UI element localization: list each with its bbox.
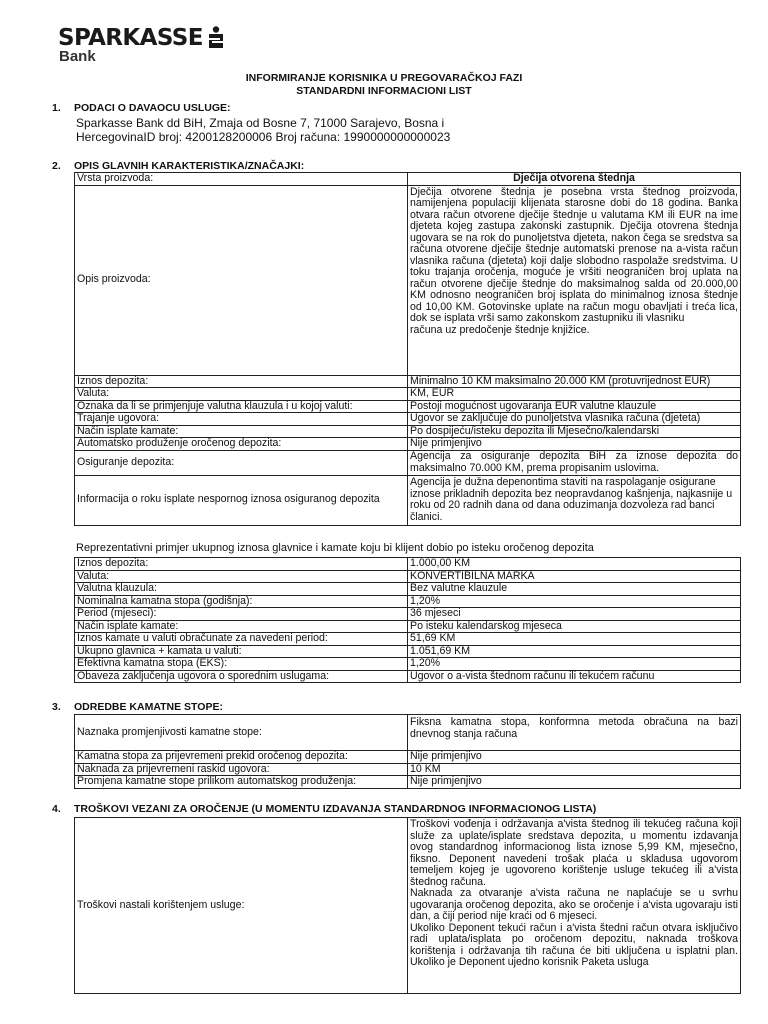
- product-characteristics-table: [74, 172, 741, 526]
- table-row: [75, 818, 741, 994]
- table-row: [75, 776, 741, 789]
- table-row: [75, 570, 741, 583]
- table-row: [75, 425, 741, 438]
- sparkasse-logo: [58, 26, 226, 65]
- table-cell: Način isplate kamate:: [75, 620, 408, 633]
- section-4-heading: 4. TROŠKOVI VEZANI ZA OROČENJE (U MOMENTU IZDAVANJA STANDARDNOG INFORMACIONOG LISTA): [52, 803, 597, 815]
- table-cell: Nije primjenjivo: [408, 438, 741, 451]
- table-cell: Efektivna kamatna stopa (EKS):: [75, 658, 408, 671]
- sparkasse-s-icon: [206, 26, 226, 50]
- table-row: [75, 450, 741, 475]
- section-3-heading: 3. ODREDBE KAMATNE STOPE:: [52, 701, 223, 713]
- table-cell: Po dospijeću/isteku depozita ili Mjesečno/kalendarski: [408, 425, 741, 438]
- document-title: INFORMIRANJE KORISNIKA U PREGOVARAČKOJ FAZI: [245, 72, 523, 84]
- table-cell: Obaveza zaključenja ugovora o sporednim uslugama:: [75, 670, 408, 683]
- table-cell: KM, EUR: [408, 388, 741, 401]
- table-row: [75, 620, 741, 633]
- table-cell: Nije primjenjivo: [408, 776, 741, 789]
- table-cell: Način isplate kamate:: [75, 425, 408, 438]
- table-cell: 1.051,69 KM: [408, 645, 741, 658]
- table-row: [75, 413, 741, 426]
- table-cell: Iznos depozita:: [75, 558, 408, 571]
- table-cell: Nominalna kamatna stopa (godišnja):: [75, 595, 408, 608]
- table-cell: Naznaka promjenjivosti kamatne stope:: [75, 715, 408, 751]
- document-subtitle: STANDARDNI INFORMACIONI LIST: [296, 85, 472, 97]
- table-cell: Kamatna stopa za prijevremeni prekid oročenog depozita:: [75, 751, 408, 764]
- table-cell: Automatsko produženje oročenog depozita:: [75, 438, 408, 451]
- table-cell: Postoji mogućnost ugovaranja EUR valutne klauzule: [408, 400, 741, 413]
- table-cell: 1.000,00 KM: [408, 558, 741, 571]
- table-cell: Agencija je dužna depenontima staviti na raspolaganje osigurane iznose prikladnih depozita bez neopravdanog kašnjenja, najkasnije u roku od 20 radnih dana od dana oduzimanja dozvoleza rad banci članici.: [408, 475, 741, 525]
- table-row: [75, 388, 741, 401]
- table-row: [75, 751, 741, 764]
- table-row: [75, 400, 741, 413]
- table-cell: Ukupno glavnica + kamata u valuti:: [75, 645, 408, 658]
- costs-description: Troškovi vođenja i održavanja a'vista štednog ili tekućeg računa koji služe za uplate/isplate sredstava depozita, u momentu izdavanja ovog standardnog informacionog lista iznose 5,99 KM, mjesečno, fiksno. Deponent navedeni trošak plaća u skladusa ugovorom temeljem kojeg je ugovoreno korištenje usluge tekućeg ili a'vista štednog računa. Naknada za otvaranje a'vista računa ne naplaćuje se u svrhu ugovaranja oročenog depozita, ako se oročenje i a'vista ugovaraju isti dan, a čiji period nije kraći od 6 mjeseci. Ukoliko Deponent tekući račun i a'vista štedni račun otvara isključivo radi uplata/isplata po oročenom depozitu, naknada troškova korištenja i održavanja tih računa će biti uključena u isplatni plan. Ukoliko je Deponent ujedno korisnik Paketa usluga: [408, 818, 741, 994]
- table-cell: Informacija o roku isplate nespornog iznosa osiguranog depozita: [75, 475, 408, 525]
- table-row: [75, 608, 741, 621]
- table-cell: 1,20%: [408, 658, 741, 671]
- section-1-heading: 1. PODACI O DAVAOCU USLUGE:: [52, 102, 231, 114]
- table-cell: Troškovi nastali korištenjem usluge:: [75, 818, 408, 994]
- table-cell: Naknada za prijevremeni raskid ugovora:: [75, 763, 408, 776]
- table-cell: Vrsta proizvoda:: [75, 173, 408, 186]
- table-cell: Iznos kamate u valuti obračunate za navedeni period:: [75, 633, 408, 646]
- table-row: [75, 670, 741, 683]
- table-row: [75, 375, 741, 388]
- provider-address: Sparkasse Bank dd BiH, Zmaja od Bosne 7, 71000 Sarajevo, Bosna i: [76, 116, 445, 130]
- table-row: [75, 558, 741, 571]
- table-cell: Ugovor o a-vista štednom računu ili tekućem računu: [408, 670, 741, 683]
- table-cell: Iznos depozita:: [75, 375, 408, 388]
- table-cell: Promjena kamatne stope prilikom automatskog produženja:: [75, 776, 408, 789]
- table-cell: Valuta:: [75, 388, 408, 401]
- table-row: [75, 715, 741, 751]
- table-row: [75, 633, 741, 646]
- section-2-heading: 2. OPIS GLAVNIH KARAKTERISTIKA/ZNAČAJKI:: [52, 160, 305, 172]
- table-cell: Minimalno 10 KM maksimalno 20.000 KM (protuvrijednost EUR): [408, 375, 741, 388]
- representative-example-table: [74, 557, 741, 683]
- table-cell: Ugovor se zaključuje do punoljetstva vlasnika računa (djeteta): [408, 413, 741, 426]
- table-row: [75, 595, 741, 608]
- table-row: [75, 583, 741, 596]
- table-cell: Fiksna kamatna stopa, konformna metoda obračuna na bazi dnevnog stanja računa: [408, 715, 741, 751]
- table-cell: 10 KM: [408, 763, 741, 776]
- costs-table: [74, 817, 741, 994]
- table-row: [75, 645, 741, 658]
- provider-ids: HercegovinaID broj: 4200128200006 Broj računa: 1990000000000023: [76, 130, 451, 144]
- table-row: [75, 438, 741, 451]
- table-cell: Dječija otvorene štednja je posebna vrsta štednog proizvoda, namijenjena populaciji klijenata starosne dobi do 18 godina. Banka otvara račun otvorene dječije štednje u valutama KM ili EUR na ime djeteta kojeg zastupa zakonski zastupnik. Dječija otovrena štednja ugovara se na rok do punoljetstva djeteta, nakon čega se sredstva sa računa otvorene dječije štednje automatski prenose na a-vista račun vlasnika računa (djeteta) koji dalje slobodno raspolaže sredstvima. U toku trajanja oročenja, moguće je vršiti neograničen broj uplata na račun otvorene dječije štednje do maksimalnog salda od 20.000,00 KM odnosno neograničen broj isplata do minimalnog iznosa štednje od 10,00 KM. Gotovinske uplate na račun mogu obavljati i treća lica, dok se isplata vrši samo zakonskom zastupniku ili vlasniku računa uz predočenje štednje knjižice.: [408, 185, 741, 375]
- table-cell: Osiguranje depozita:: [75, 450, 408, 475]
- table-row: [75, 185, 741, 375]
- table-cell: Dječija otvorena štednja: [408, 173, 741, 186]
- table-cell: Valutna klauzula:: [75, 583, 408, 596]
- example-caption: Reprezentativni primjer ukupnog iznosa glavnice i kamate koju bi klijent dobio po isteku oročenog depozita: [76, 542, 594, 554]
- table-cell: Opis proizvoda:: [75, 185, 408, 375]
- table-row: [75, 173, 741, 186]
- table-cell: Agencija za osiguranje depozita BiH za iznose depozita do maksimalno 70.000 KM, prema propisanim uslovima.: [408, 450, 741, 475]
- interest-rate-table: [74, 714, 741, 789]
- table-cell: Nije primjenjivo: [408, 751, 741, 764]
- logo-wordmark: [58, 26, 226, 50]
- table-row: [75, 658, 741, 671]
- table-cell: Oznaka da li se primjenjuje valutna klauzula i u kojoj valuti:: [75, 400, 408, 413]
- table-row: [75, 763, 741, 776]
- table-cell: Po isteku kalendarskog mjeseca: [408, 620, 741, 633]
- table-cell: KONVERTIBILNA MARKA: [408, 570, 741, 583]
- table-cell: Bez valutne klauzule: [408, 583, 741, 596]
- table-cell: Valuta:: [75, 570, 408, 583]
- table-cell: Trajanje ugovora:: [75, 413, 408, 426]
- table-cell: Period (mjeseci):: [75, 608, 408, 621]
- table-cell: 36 mjeseci: [408, 608, 741, 621]
- table-cell: 51,69 KM: [408, 633, 741, 646]
- logo-brand-text: SPARKASSE: [58, 25, 203, 51]
- table-cell: 1,20%: [408, 595, 741, 608]
- logo-subtitle: Bank: [59, 48, 96, 65]
- table-row: [75, 475, 741, 525]
